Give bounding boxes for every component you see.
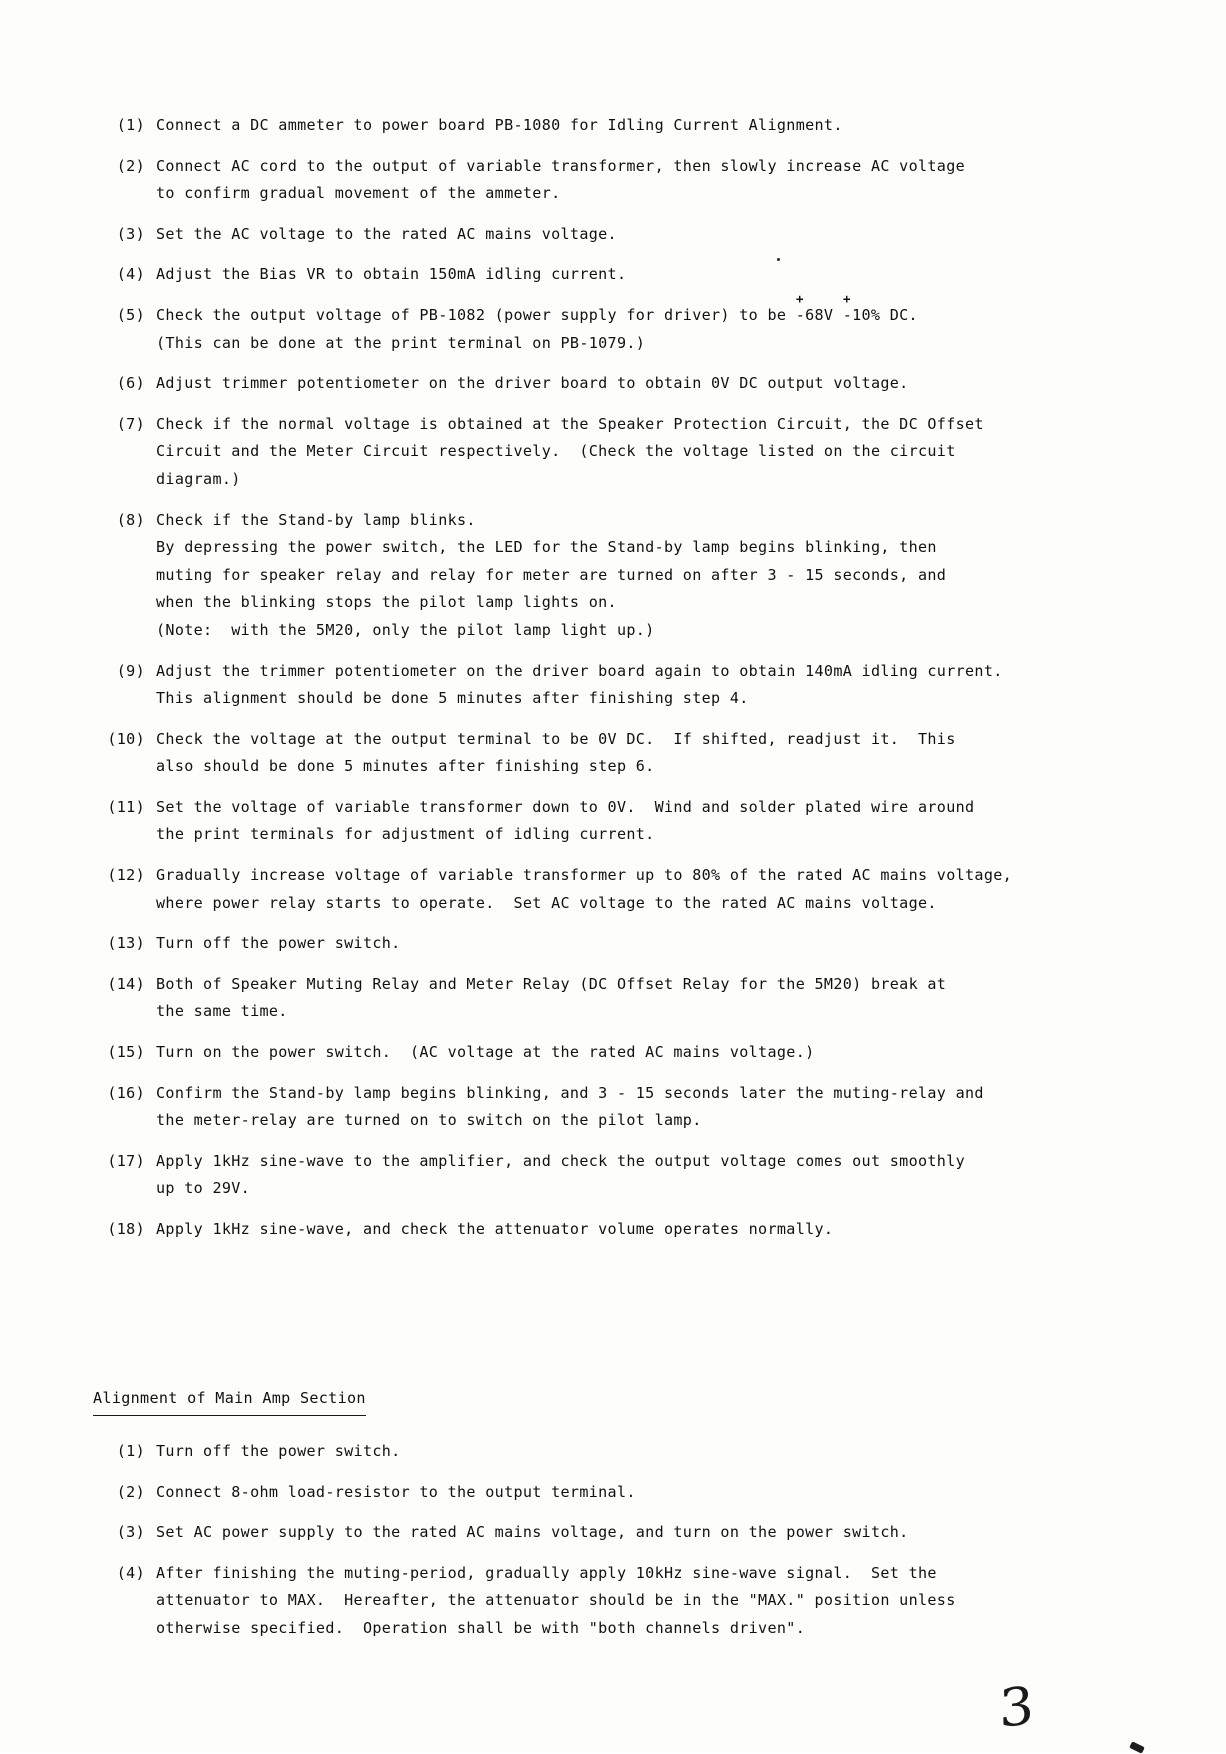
step-line: Both of Speaker Muting Relay and Meter Relay (DC Offset Relay for the 5M20) break at [156,974,947,993]
step-body [156,1216,1093,1244]
procedure-list-idling-current [93,112,1093,1257]
procedure-step [93,794,1093,849]
step-line: (This can be done at the print terminal on PB-1079.) [156,333,646,352]
procedure-step [93,1438,1093,1466]
step-line: where power relay starts to operate. Set AC voltage to the rated AC mains voltage. [156,893,937,912]
step-body [156,507,1093,645]
step-line: Circuit and the Meter Circuit respectively. (Check the voltage listed on the circuit [156,442,956,461]
step-marker: (13) [107,934,145,953]
step-body [156,292,1093,357]
step-line: Connect 8-ohm load-resistor to the output terminal. [156,1482,636,1501]
step-body [156,1080,1093,1135]
step-body [156,261,1093,289]
procedure-step [93,1479,1093,1507]
step-body [156,794,1093,849]
step-marker: (11) [107,797,145,816]
step-line: muting for speaker relay and relay for meter are turned on after 3 - 15 seconds, and [156,565,947,584]
step-marker: (18) [107,1220,145,1238]
procedure-step [93,112,1093,140]
step-body [156,930,1093,958]
step-marker: (12) [107,866,145,885]
procedure-step [93,292,1093,357]
step-line: Set AC power supply to the rated AC mains voltage, and turn on the power switch. [156,1523,909,1542]
step-line: Turn on the power switch. (AC voltage at the rated AC mains voltage.) [156,1043,815,1062]
step-body [156,1438,1093,1466]
procedure-step [93,1080,1093,1135]
step-line: Adjust the trimmer potentiometer on the driver board again to obtain 140mA idling current. [156,661,1003,680]
procedure-step [93,1216,1093,1244]
procedure-step [93,153,1093,208]
step-line: This alignment should be done 5 minutes after finishing step 4. [156,689,749,708]
procedure-step [93,1148,1093,1203]
step-line: After finishing the muting-period, gradually apply 10kHz sine-wave signal. Set the [156,1563,937,1582]
procedure-step [93,862,1093,917]
step-line: By depressing the power switch, the LED for the Stand-by lamp begins blinking, then [156,538,937,557]
step-line: Adjust trimmer potentiometer on the driver board to obtain 0V DC output voltage. [156,374,909,393]
step-line: Check the output voltage of PB-1082 (power supply for driver) to be + -68V + -10% DC. [156,302,1093,330]
step-marker: (15) [107,1043,145,1062]
procedure-step [93,1519,1093,1547]
plus-minus-symbol: + - [795,292,806,324]
procedure-step [93,261,1093,289]
step-line: Apply 1kHz sine-wave, and check the attenuator volume operates normally. [156,1220,834,1238]
procedure-list-main-amp [93,1438,1093,1656]
step-line: Turn off the power switch. [156,1442,401,1460]
procedure-step [93,1560,1093,1643]
step-line: Set the AC voltage to the rated AC mains voltage. [156,224,617,243]
step-marker: (7) [116,414,145,433]
step-marker: (8) [116,510,145,529]
step-marker: (16) [107,1083,145,1102]
step-marker: (5) [116,305,145,324]
step-line: to confirm gradual movement of the ammeter. [156,184,561,203]
step-marker: (6) [116,374,145,393]
procedure-step [93,726,1093,781]
step-body [156,862,1093,917]
step-marker: (1) [116,1442,145,1460]
step-body [156,1560,1093,1643]
step-line: Set the voltage of variable transformer down to 0V. Wind and solder plated wire around [156,797,975,816]
step-body [156,370,1093,398]
step-body [156,411,1093,494]
procedure-step [93,221,1093,249]
step-marker: (2) [116,1482,145,1501]
step-line: Gradually increase voltage of variable transformer up to 80% of the rated AC mains voltage, [156,866,1013,885]
step-body [156,971,1093,1026]
step-line: when the blinking stops the pilot lamp lights on. [156,593,617,612]
step-line: the meter-relay are turned on to switch on the pilot lamp. [156,1111,702,1130]
step-marker: (4) [116,1563,145,1582]
step-marker: (17) [107,1151,145,1170]
step-line: (Note: with the 5M20, only the pilot lamp light up.) [156,620,655,639]
step-line: Check the voltage at the output terminal to be 0V DC. If shifted, readjust it. This [156,729,956,748]
step-marker: (1) [116,116,145,134]
procedure-step [93,971,1093,1026]
step-line: otherwise specified. Operation shall be with "both channels driven". [156,1618,806,1637]
step-line: Check if the Stand-by lamp blinks. [156,510,476,529]
step-line: diagram.) [156,469,241,488]
step-line: Adjust the Bias VR to obtain 150mA idling current. [156,265,627,284]
step-marker: (14) [107,974,145,993]
procedure-step [93,507,1093,645]
step-body [156,1148,1093,1203]
section-heading-main-amp: Alignment of Main Amp Section [93,1385,366,1416]
step-marker: (10) [107,729,145,748]
step-marker: (2) [116,156,145,175]
step-line: the same time. [156,1002,288,1021]
step-line: attenuator to MAX. Hereafter, the attenuator should be in the "MAX." position unless [156,1591,956,1610]
step-body [156,1479,1093,1507]
step-line: Connect AC cord to the output of variable transformer, then slowly increase AC voltage [156,156,966,175]
step-marker: (9) [116,661,145,680]
step-body [156,221,1093,249]
procedure-step [93,1039,1093,1067]
procedure-step [93,930,1093,958]
procedure-step [93,658,1093,713]
step-body [156,153,1093,208]
step-marker: (3) [116,1523,145,1542]
step-body [156,726,1093,781]
procedure-step [93,370,1093,398]
step-body [156,1039,1093,1067]
page-number: 3 [998,1676,1035,1740]
step-body [156,112,1093,140]
step-line: up to 29V. [156,1179,251,1198]
step-marker: (3) [116,224,145,243]
step-line: Confirm the Stand-by lamp begins blinking, and 3 - 15 seconds later the muting-relay and [156,1083,984,1102]
step-line: Check if the normal voltage is obtained at the Speaker Protection Circuit, the DC Offset [156,414,984,433]
step-body [156,658,1093,713]
step-line: Connect a DC ammeter to power board PB-1080 for Idling Current Alignment. [156,116,843,134]
plus-minus-symbol: + - [842,292,853,324]
step-body [156,1519,1093,1547]
step-line: also should be done 5 minutes after finishing step 6. [156,757,655,776]
step-line: Turn off the power switch. [156,934,401,953]
step-line: Apply 1kHz sine-wave to the amplifier, and check the output voltage comes out smoothly [156,1151,966,1170]
procedure-step [93,411,1093,494]
step-line: the print terminals for adjustment of idling current. [156,825,655,844]
step-marker: (4) [116,265,145,284]
